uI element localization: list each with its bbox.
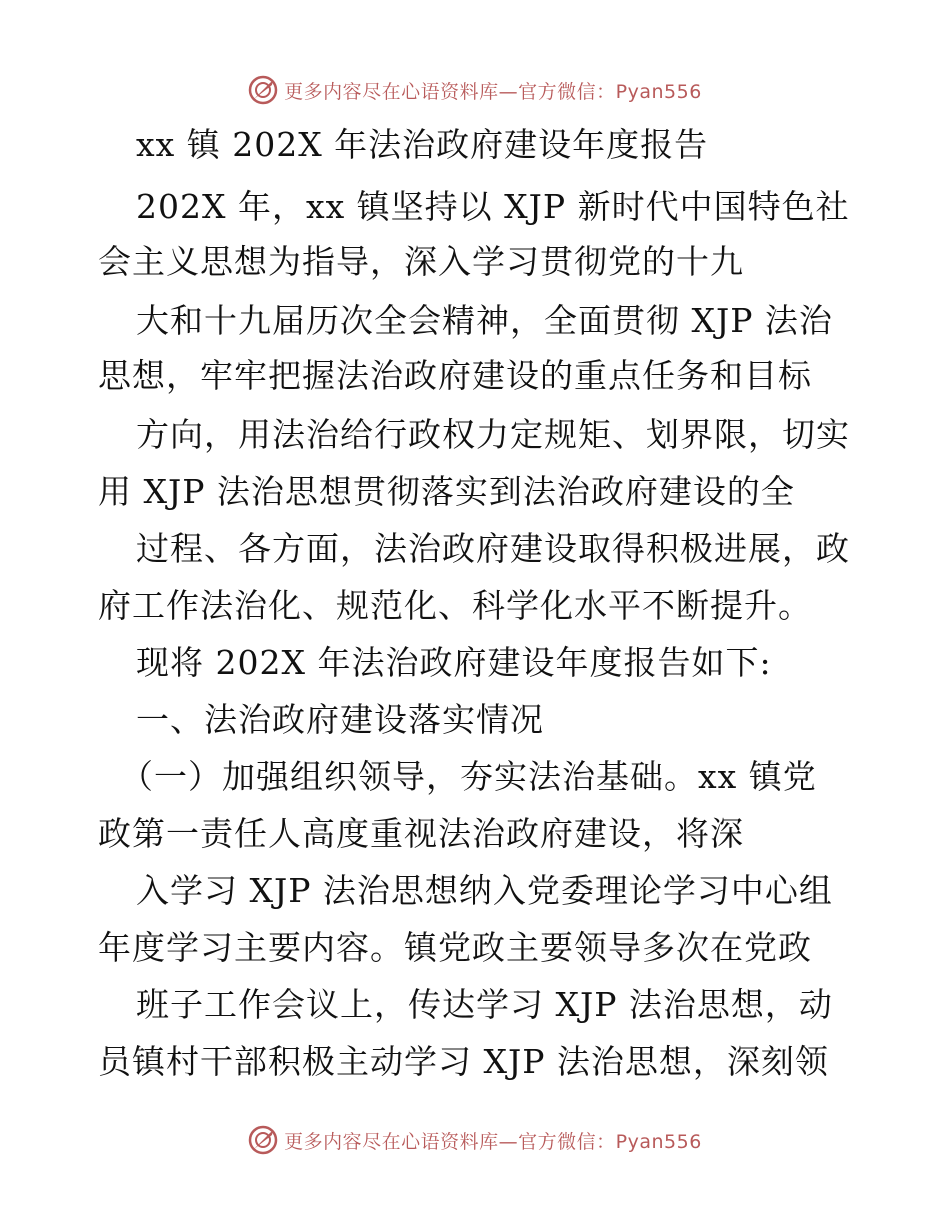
watermark-text: 更多内容尽在心语资料库—官方微信：Pyan556	[284, 1130, 702, 1153]
subsection-heading: （一）加强组织领导，夯实法治基础。xx 镇党	[120, 757, 817, 796]
text-line: 202X 年，xx 镇坚持以 XJP 新时代中国特色社	[136, 187, 850, 226]
text-line: 大和十九届历次全会精神，全面贯彻 XJP 法治	[136, 301, 833, 340]
watermark-text: 更多内容尽在心语资料库—官方微信：Pyan556	[284, 80, 702, 103]
text-line: 员镇村干部积极主动学习 XJP 法治思想，深刻领	[98, 1042, 829, 1081]
text-line: 会主义思想为指导，深入学习贯彻党的十九	[98, 242, 744, 281]
text-line: 方向，用法治给行政权力定规矩、划界限，切实	[136, 415, 850, 454]
text-line: 年度学习主要内容。镇党政主要领导多次在党政	[98, 928, 812, 967]
logo-icon	[248, 1125, 278, 1155]
watermark-banner-bottom	[0, 1120, 950, 1160]
watermark-banner-top	[0, 70, 950, 110]
text-line: 入学习 XJP 法治思想纳入党委理论学习中心组	[136, 871, 833, 910]
text-line: 班子工作会议上，传达学习 XJP 法治思想，动	[136, 985, 833, 1024]
text-line: 政第一责任人高度重视法治政府建设，将深	[98, 814, 744, 853]
text-line: 用 XJP 法治思想贯彻落实到法治政府建设的全	[98, 472, 795, 511]
logo-icon	[248, 75, 278, 105]
text-line: 思想，牢牢把握法治政府建设的重点任务和目标	[98, 356, 812, 395]
document-title: xx 镇 202X 年法治政府建设年度报告	[136, 125, 709, 164]
text-line: 现将 202X 年法治政府建设年度报告如下:	[136, 643, 772, 682]
section-heading: 一、法治政府建设落实情况	[136, 700, 544, 739]
text-line: 过程、各方面，法治政府建设取得积极进展，政	[136, 529, 850, 568]
text-line: 府工作法治化、规范化、科学化水平不断提升。	[98, 586, 812, 625]
